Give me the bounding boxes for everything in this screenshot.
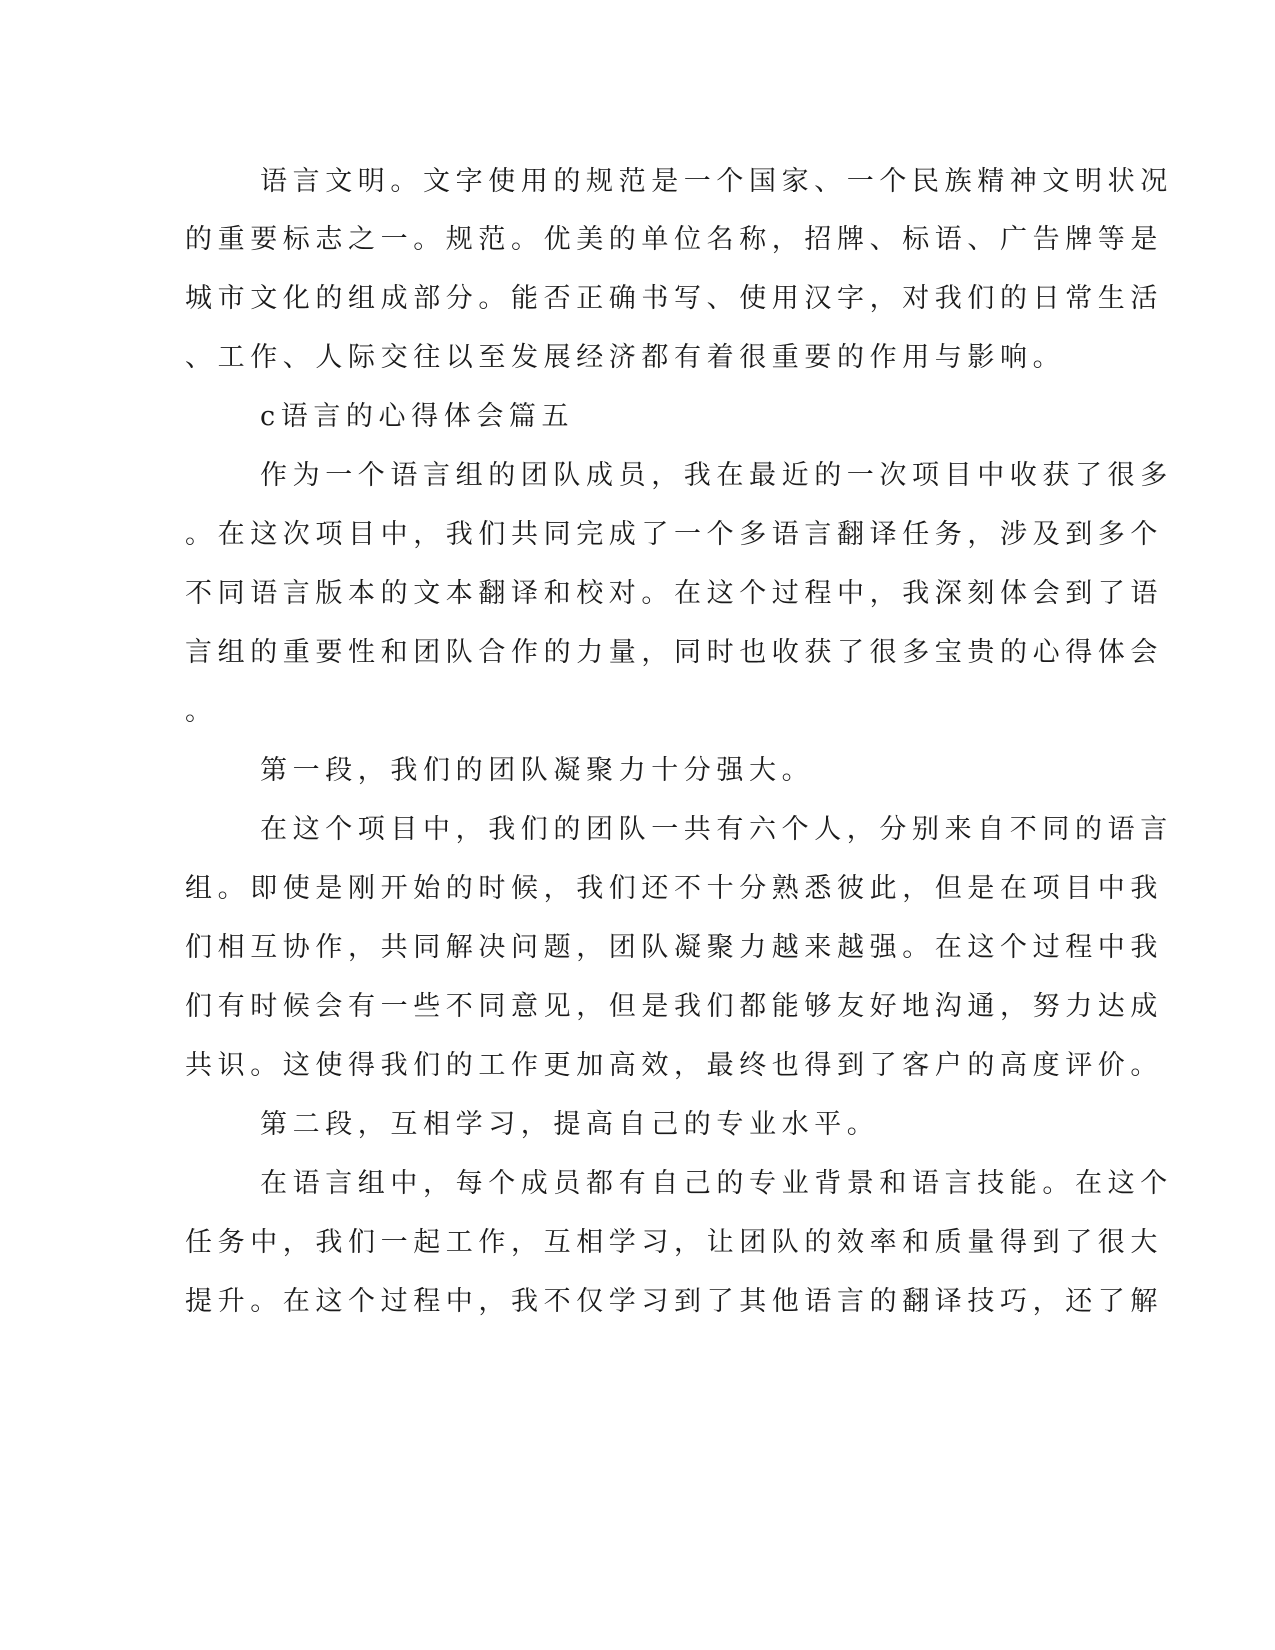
text-line: 提升。在这个过程中，我不仅学习到了其他语言的翻译技巧，还了解 — [185, 1286, 1163, 1317]
text-line: 组。即使是刚开始的时候，我们还不十分熟悉彼此，但是在项目中我 — [185, 873, 1163, 904]
text-line: 、工作、人际交往以至发展经济都有着很重要的作用与影响。 — [185, 342, 1066, 373]
text-line: 的重要标志之一。规范。优美的单位名称，招牌、标语、广告牌等是 — [185, 224, 1163, 255]
text-line: 。在这次项目中，我们共同完成了一个多语言翻译任务，涉及到多个 — [185, 519, 1163, 550]
text-line: 在这个项目中，我们的团队一共有六个人，分别来自不同的语言 — [260, 814, 1173, 845]
text-line: 们有时候会有一些不同意见，但是我们都能够友好地沟通，努力达成 — [185, 991, 1163, 1022]
section-heading: c语言的心得体会篇五 — [260, 401, 575, 432]
text-line: 作为一个语言组的团队成员，我在最近的一次项目中收获了很多 — [260, 460, 1173, 491]
text-line: 共识。这使得我们的工作更加高效，最终也得到了客户的高度评价。 — [185, 1050, 1163, 1081]
text-line: 言组的重要性和团队合作的力量，同时也收获了很多宝贵的心得体会 — [185, 637, 1163, 668]
text-line: 们相互协作，共同解决问题，团队凝聚力越来越强。在这个过程中我 — [185, 932, 1163, 963]
paragraph-heading: 第一段，我们的团队凝聚力十分强大。 — [260, 755, 815, 786]
text-line: 不同语言版本的文本翻译和校对。在这个过程中，我深刻体会到了语 — [185, 578, 1163, 609]
paragraph-heading: 第二段，互相学习，提高自己的专业水平。 — [260, 1109, 880, 1140]
text-line: 语言文明。文字使用的规范是一个国家、一个民族精神文明状况 — [260, 166, 1173, 197]
text-line: 任务中，我们一起工作，互相学习，让团队的效率和质量得到了很大 — [185, 1227, 1163, 1258]
text-line: 在语言组中，每个成员都有自己的专业背景和语言技能。在这个 — [260, 1168, 1173, 1199]
text-line: 。 — [185, 696, 218, 727]
text-line: 城市文化的组成部分。能否正确书写、使用汉字，对我们的日常生活 — [185, 283, 1163, 314]
